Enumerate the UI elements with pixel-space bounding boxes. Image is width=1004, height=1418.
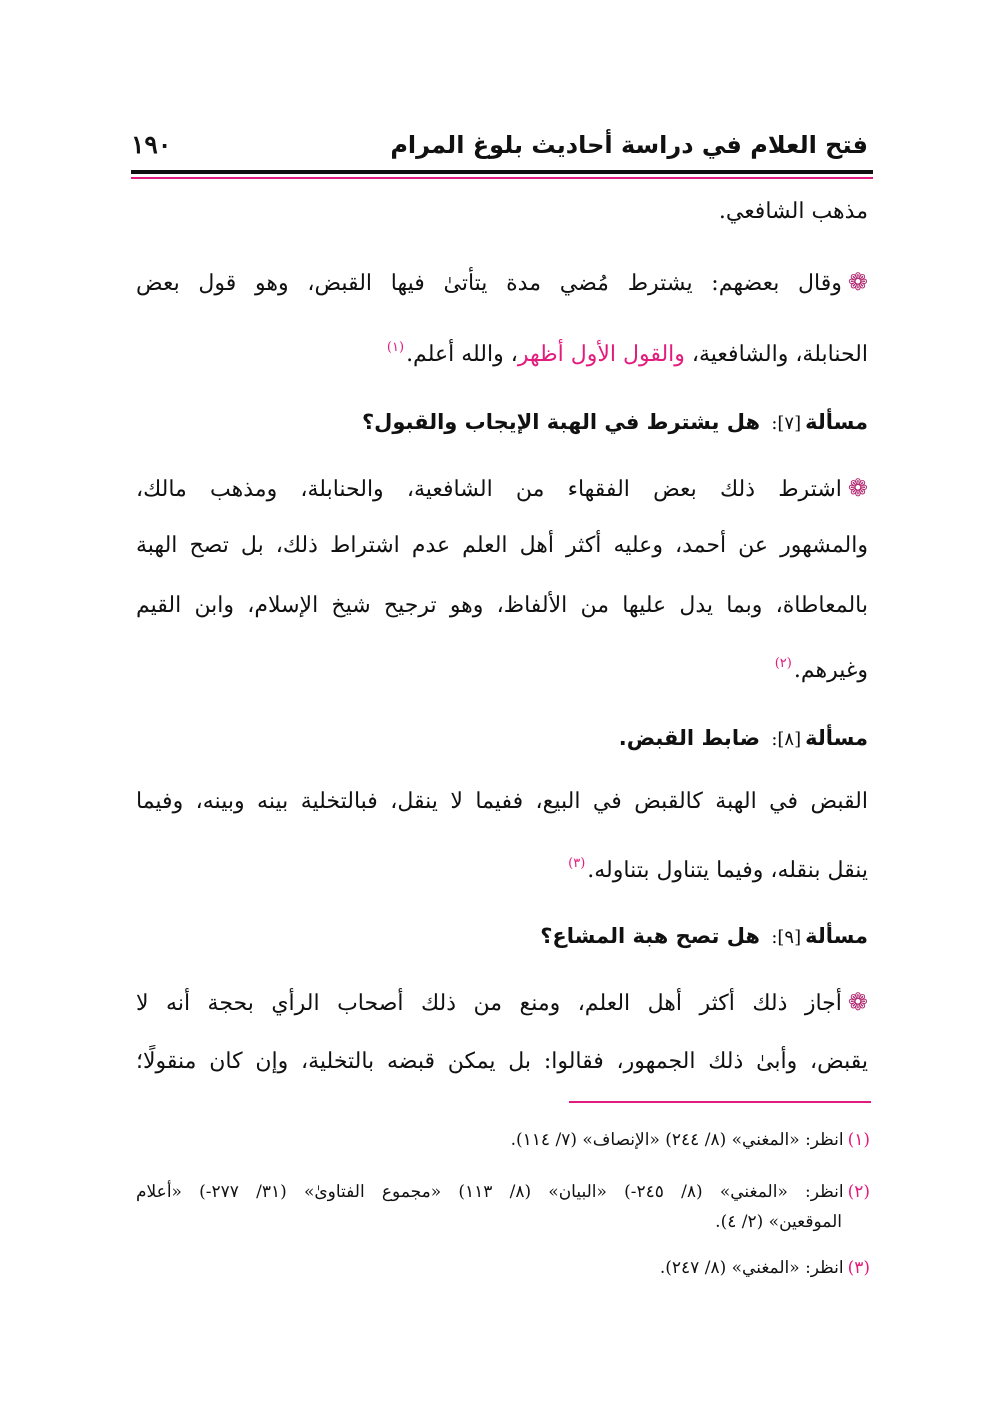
paragraph-line: بالمعاطاة، وبما يدل عليها من الألفاظ، وهو ترجيح شيخ الإسلام، وابن القيم xyxy=(136,593,868,618)
footnote-text: انظر: «المغني» (٨/ ٢٤٤) «الإنصاف» (٧/ ١١٤). xyxy=(510,1130,844,1150)
heading-number: [٩]: xyxy=(771,927,802,948)
heading-text: ضابط القبض. xyxy=(618,726,760,750)
footnote-text: انظر: «المغني» (٨/ ٢٤٥-) «البيان» (٨/ ١١٣) «مجموع الفتاوىٰ» (٣١/ ٢٧٧-) «أعلام xyxy=(136,1182,844,1202)
paragraph-text: ينقل بنقله، وفيما يتناول بتناوله. xyxy=(587,858,868,883)
paragraph-line: يقبض، وأبىٰ ذلك الجمهور، فقالوا: بل يمكن قبضه بالتخلية، وإن كان منقولًا؛ xyxy=(136,1049,868,1074)
flower-icon: ❁ xyxy=(847,988,868,1016)
paragraph-line xyxy=(387,334,868,369)
header-rule-thick xyxy=(131,170,873,174)
section-heading xyxy=(540,922,868,952)
footnote-ref[interactable]: (٢) xyxy=(774,656,792,671)
paragraph-text: اشترط ذلك بعض الفقهاء من الشافعية، والحنابلة، ومذهب مالك، xyxy=(136,477,842,502)
footnote-number: (٣) xyxy=(847,1258,870,1278)
paragraph-line xyxy=(775,650,868,685)
paragraph-line xyxy=(136,474,868,504)
heading-text: هل يشترط في الهبة الإيجاب والقبول؟ xyxy=(361,410,760,434)
paragraph-text: أجاز ذلك أكثر أهل العلم، ومنع من ذلك أصحاب الرأي بحجة أنه لا xyxy=(136,991,842,1016)
section-heading xyxy=(619,724,868,754)
highlighted-text: والقول الأول أظهر xyxy=(517,342,685,367)
paragraph-line: والمشهور عن أحمد، وعليه أكثر أهل العلم عدم اشتراط ذلك، بل تصح الهبة xyxy=(136,533,868,558)
paragraph-line xyxy=(568,850,868,885)
page-number: ١٩٠ xyxy=(131,130,172,159)
paragraph-text: الحنابلة، والشافعية، xyxy=(684,342,868,367)
flower-icon: ❁ xyxy=(847,268,868,296)
paragraph-text: ، والله أعلم. xyxy=(406,342,518,367)
footnote xyxy=(136,1180,870,1204)
paragraph-line: القبض في الهبة كالقبض في البيع، ففيما لا ينقل، فبالتخلية بينه وبينه، وفيما xyxy=(136,789,868,814)
running-header-title: فتح العلام في دراسة أحاديث بلوغ المرام xyxy=(390,131,868,159)
footnote-number: (١) xyxy=(847,1130,870,1150)
heading-label: مسألة xyxy=(805,410,868,434)
footnote-ref[interactable]: (١) xyxy=(386,340,405,355)
paragraph-text: وغيرهم. xyxy=(793,658,868,683)
heading-number: [٧]: xyxy=(771,413,802,434)
footnote xyxy=(511,1128,870,1152)
footnote-text: انظر: «المغني» (٨/ ٢٤٧). xyxy=(659,1258,844,1278)
heading-label: مسألة xyxy=(805,924,868,948)
footnote-separator xyxy=(569,1101,871,1103)
section-heading xyxy=(362,408,868,438)
heading-text: هل تصح هبة المشاع؟ xyxy=(540,924,760,948)
heading-label: مسألة xyxy=(805,726,868,750)
flower-icon: ❁ xyxy=(847,474,868,502)
footnote-ref[interactable]: (٣) xyxy=(568,856,586,871)
paragraph-text: وقال بعضهم: يشترط مُضي مدة يتأتىٰ فيها القبض، وهو قول بعض xyxy=(136,271,842,296)
footnote-number: (٢) xyxy=(847,1182,870,1202)
header-rule-pink xyxy=(131,177,873,179)
footnote-continuation: الموقعين» (٢/ ٤). xyxy=(715,1212,842,1232)
footnote xyxy=(660,1256,870,1280)
paragraph-line xyxy=(136,268,868,298)
heading-number: [٨]: xyxy=(771,729,802,750)
paragraph-line xyxy=(136,988,868,1018)
text-line: مذهب الشافعي. xyxy=(718,199,868,224)
